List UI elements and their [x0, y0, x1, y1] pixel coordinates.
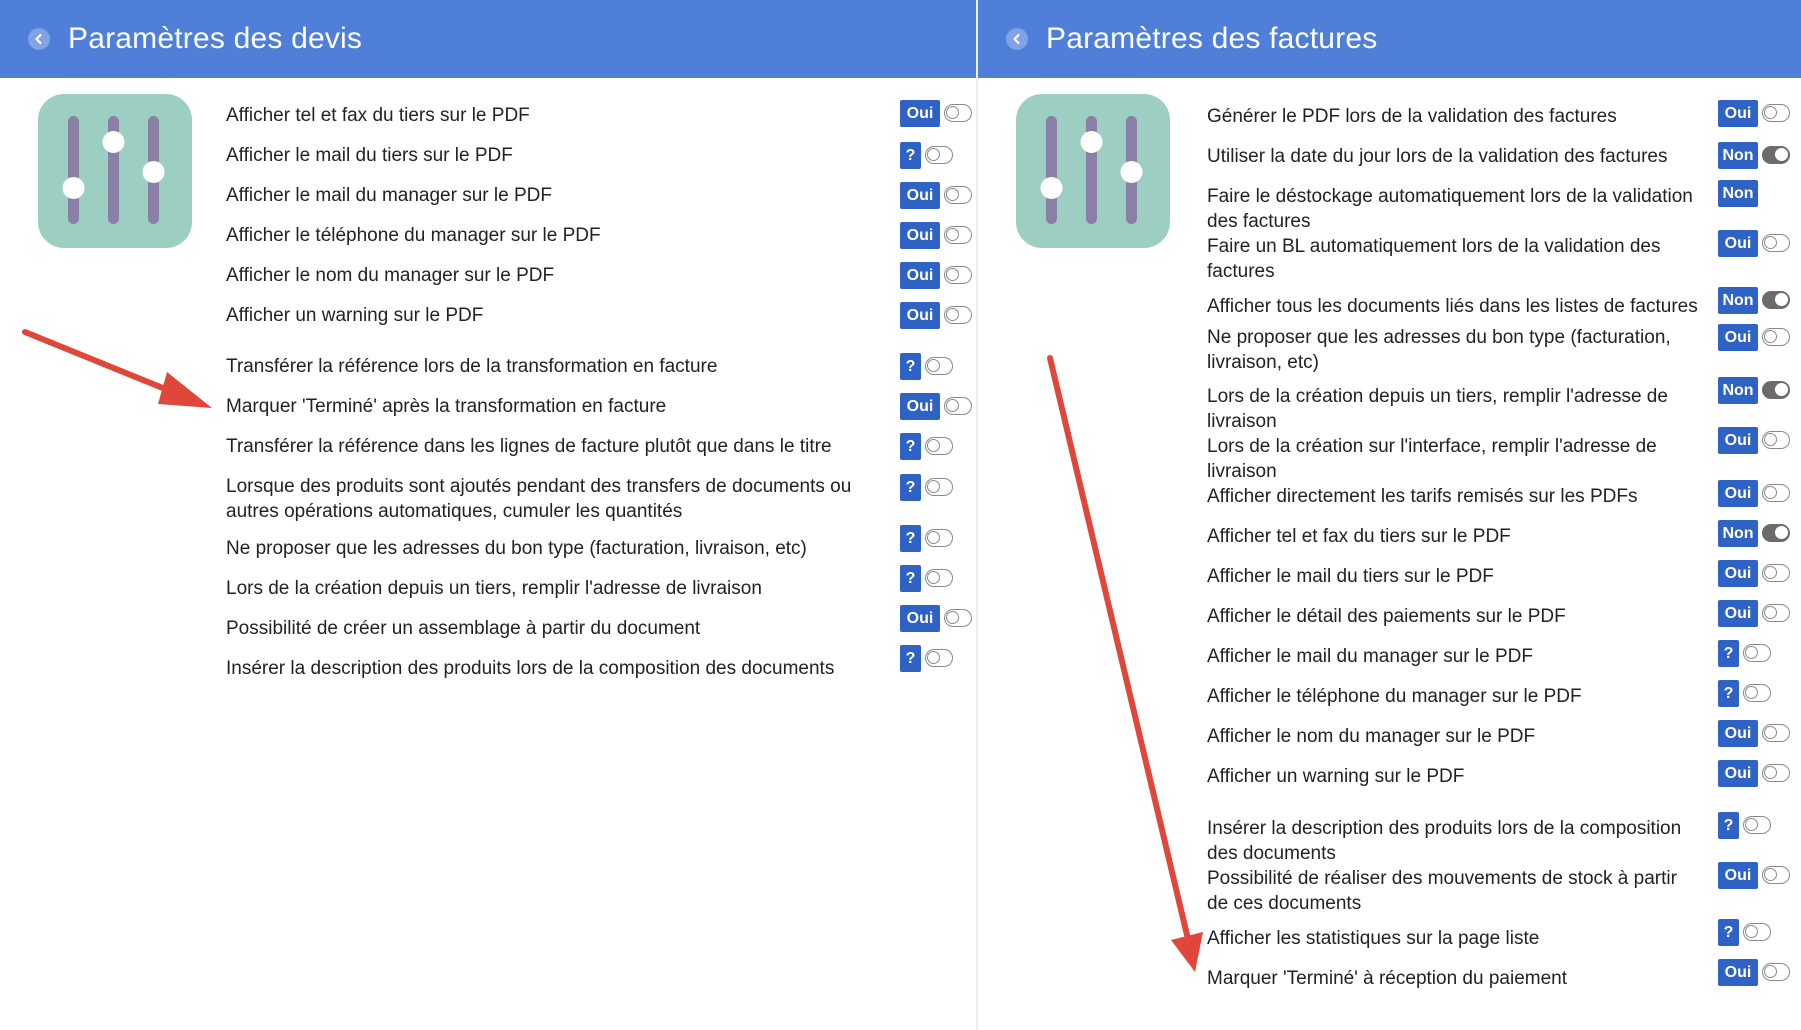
value-badge[interactable]: Oui [1718, 720, 1758, 747]
setting-label: Afficher le détail des paiements sur le PDF [1207, 606, 1566, 627]
value-badge[interactable]: Oui [900, 100, 940, 127]
factures-header [978, 0, 1801, 78]
help-badge[interactable]: ? [900, 353, 921, 380]
toggle-knob [946, 399, 959, 412]
settings-sliders-icon [38, 94, 192, 248]
toggle-switch[interactable] [1743, 923, 1771, 941]
setting-label: Insérer la description des produits lors de la composition des documents [226, 658, 835, 679]
help-badge[interactable]: ? [1718, 680, 1739, 707]
setting-label: Afficher le nom du manager sur le PDF [1207, 726, 1536, 747]
setting-label: Possibilité de réaliser des mouvements de stock à partir de ces documents [1207, 868, 1677, 914]
setting-label: Afficher le mail du tiers sur le PDF [1207, 566, 1494, 587]
toggle-knob [1745, 925, 1758, 938]
toggle-knob [1764, 486, 1777, 499]
toggle-switch[interactable] [1762, 104, 1790, 122]
settings-sliders-icon [1016, 94, 1170, 248]
toggle-switch[interactable] [1762, 524, 1790, 542]
toggle-switch[interactable] [1762, 146, 1790, 164]
toggle-switch[interactable] [925, 437, 953, 455]
setting-label: Afficher les statistiques sur la page liste [1207, 928, 1540, 949]
toggle-knob [1775, 526, 1788, 539]
toggle-knob [1764, 606, 1777, 619]
toggle-switch[interactable] [1762, 291, 1790, 309]
toggle-knob [927, 571, 940, 584]
help-badge[interactable]: ? [900, 565, 921, 592]
toggle-switch[interactable] [944, 266, 972, 284]
toggle-knob [927, 359, 940, 372]
value-badge[interactable]: Non [1718, 180, 1758, 207]
help-badge[interactable]: ? [900, 142, 921, 169]
help-badge[interactable]: ? [900, 433, 921, 460]
toggle-switch[interactable] [944, 397, 972, 415]
toggle-knob [1764, 766, 1777, 779]
toggle-switch[interactable] [1762, 764, 1790, 782]
value-badge[interactable]: Oui [1718, 100, 1758, 127]
toggle-switch[interactable] [925, 146, 953, 164]
setting-label: Lors de la création sur l'interface, remplir l'adresse de livraison [1207, 436, 1657, 482]
setting-label: Afficher le mail du manager sur le PDF [226, 185, 552, 206]
toggle-switch[interactable] [1762, 963, 1790, 981]
help-badge[interactable]: ? [900, 645, 921, 672]
toggle-switch[interactable] [944, 226, 972, 244]
value-badge[interactable]: Non [1718, 377, 1758, 404]
back-icon[interactable] [1006, 28, 1028, 50]
setting-label: Marquer 'Terminé' à réception du paiement [1207, 968, 1567, 989]
toggle-switch[interactable] [1762, 328, 1790, 346]
toggle-switch[interactable] [944, 186, 972, 204]
setting-label: Utiliser la date du jour lors de la validation des factures [1207, 146, 1668, 167]
toggle-knob [1745, 646, 1758, 659]
setting-label: Lorsque des produits sont ajoutés pendant des transfers de documents ou autres opérations automatiques, cumuler les quantités [226, 476, 852, 522]
help-badge[interactable]: ? [900, 474, 921, 501]
toggle-knob [1775, 293, 1788, 306]
toggle-knob [1764, 106, 1777, 119]
toggle-knob [1764, 965, 1777, 978]
toggle-knob [1764, 868, 1777, 881]
toggle-switch[interactable] [925, 357, 953, 375]
factures-settings-panel [978, 0, 1801, 1030]
toggle-knob [1775, 148, 1788, 161]
toggle-switch[interactable] [1762, 564, 1790, 582]
setting-label: Afficher le téléphone du manager sur le PDF [1207, 686, 1582, 707]
value-badge[interactable]: Oui [1718, 560, 1758, 587]
toggle-switch[interactable] [925, 569, 953, 587]
toggle-knob [1764, 330, 1777, 343]
toggle-knob [1745, 686, 1758, 699]
value-badge[interactable]: Oui [900, 302, 940, 329]
toggle-knob [1775, 383, 1788, 396]
toggle-knob [946, 611, 959, 624]
toggle-knob [1764, 236, 1777, 249]
toggle-switch[interactable] [1762, 866, 1790, 884]
toggle-knob [927, 531, 940, 544]
toggle-switch[interactable] [944, 104, 972, 122]
help-badge[interactable]: ? [900, 525, 921, 552]
value-badge[interactable]: Oui [1718, 480, 1758, 507]
toggle-switch[interactable] [1743, 684, 1771, 702]
toggle-switch[interactable] [1743, 816, 1771, 834]
toggle-knob [946, 188, 959, 201]
toggle-switch[interactable] [944, 306, 972, 324]
help-badge[interactable]: ? [1718, 640, 1739, 667]
toggle-switch[interactable] [1762, 431, 1790, 449]
toggle-switch[interactable] [925, 529, 953, 547]
value-badge[interactable]: Non [1718, 142, 1758, 169]
toggle-knob [1764, 433, 1777, 446]
back-icon[interactable] [28, 28, 50, 50]
toggle-knob [1764, 726, 1777, 739]
toggle-knob [1764, 566, 1777, 579]
value-badge[interactable]: Oui [1718, 230, 1758, 257]
setting-label: Afficher directement les tarifs remisés sur les PDFs [1207, 486, 1638, 507]
setting-label: Marquer 'Terminé' après la transformation en facture [226, 396, 667, 417]
toggle-knob [927, 148, 940, 161]
toggle-knob [946, 308, 959, 321]
value-badge[interactable]: Oui [1718, 760, 1758, 787]
value-badge[interactable]: Oui [900, 182, 940, 209]
setting-label: Possibilité de créer un assemblage à partir du document [226, 618, 701, 639]
toggle-knob [946, 106, 959, 119]
value-badge[interactable]: Oui [1718, 862, 1758, 889]
value-badge[interactable]: Non [1718, 287, 1758, 314]
value-badge[interactable]: Oui [900, 262, 940, 289]
toggle-switch[interactable] [1762, 381, 1790, 399]
setting-label: Transférer la référence dans les lignes de facture plutôt que dans le titre [226, 436, 832, 457]
help-badge[interactable]: ? [1718, 812, 1739, 839]
toggle-switch[interactable] [1743, 644, 1771, 662]
setting-label: Afficher le mail du tiers sur le PDF [226, 145, 513, 166]
setting-label: Afficher un warning sur le PDF [226, 305, 484, 326]
toggle-knob [946, 268, 959, 281]
toggle-knob [1745, 818, 1758, 831]
value-badge[interactable]: Oui [1718, 324, 1758, 351]
setting-label: Afficher le nom du manager sur le PDF [226, 265, 555, 286]
setting-label: Afficher le téléphone du manager sur le PDF [226, 225, 601, 246]
setting-label: Ne proposer que les adresses du bon type (facturation, livraison, etc) [226, 538, 807, 559]
setting-label: Ne proposer que les adresses du bon type (facturation, livraison, etc) [1207, 327, 1671, 373]
value-badge[interactable]: Oui [1718, 427, 1758, 454]
setting-label: Afficher tous les documents liés dans les listes de factures [1207, 296, 1698, 317]
value-badge[interactable]: Non [1718, 520, 1758, 547]
toggle-switch[interactable] [1762, 604, 1790, 622]
setting-label: Afficher le mail du manager sur le PDF [1207, 646, 1533, 667]
toggle-switch[interactable] [944, 609, 972, 627]
toggle-knob [927, 480, 940, 493]
setting-label: Afficher tel et fax du tiers sur le PDF [226, 105, 530, 126]
toggle-switch[interactable] [1762, 724, 1790, 742]
setting-label: Afficher un warning sur le PDF [1207, 766, 1465, 787]
value-badge[interactable]: Oui [900, 393, 940, 420]
toggle-switch[interactable] [1762, 484, 1790, 502]
toggle-switch[interactable] [925, 649, 953, 667]
setting-label: Faire un BL automatiquement lors de la validation des factures [1207, 236, 1661, 282]
toggle-knob [946, 228, 959, 241]
page-title: Paramètres des factures [1046, 22, 1378, 55]
setting-label: Faire le déstockage automatiquement lors de la validation des factures [1207, 186, 1693, 232]
devis-header [0, 0, 976, 78]
value-badge[interactable]: Oui [1718, 959, 1758, 986]
setting-label: Lors de la création depuis un tiers, remplir l'adresse de livraison [1207, 386, 1668, 432]
value-badge[interactable]: Oui [1718, 600, 1758, 627]
page-title: Paramètres des devis [68, 22, 363, 55]
toggle-knob [927, 651, 940, 664]
setting-label: Afficher tel et fax du tiers sur le PDF [1207, 526, 1511, 547]
toggle-switch[interactable] [925, 478, 953, 496]
toggle-switch[interactable] [1762, 234, 1790, 252]
setting-label: Lors de la création depuis un tiers, remplir l'adresse de livraison [226, 578, 762, 599]
toggle-knob [927, 439, 940, 452]
setting-label: Transférer la référence lors de la transformation en facture [226, 356, 718, 377]
help-badge[interactable]: ? [1718, 919, 1739, 946]
setting-label: Générer le PDF lors de la validation des factures [1207, 106, 1617, 127]
setting-label: Insérer la description des produits lors de la composition des documents [1207, 818, 1682, 864]
value-badge[interactable]: Oui [900, 605, 940, 632]
value-badge[interactable]: Oui [900, 222, 940, 249]
